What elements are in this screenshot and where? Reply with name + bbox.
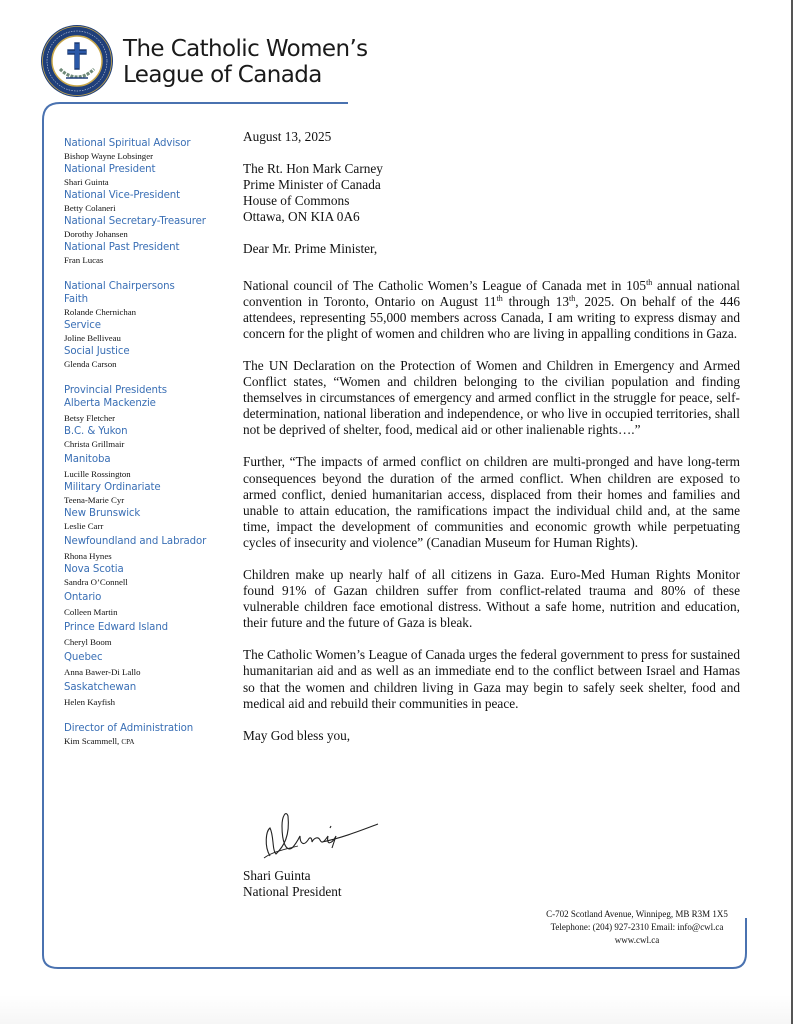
province-title: Newfoundland and Labrador (64, 536, 207, 547)
chair-title: Service (64, 320, 101, 331)
province-president: Colleen Martin (64, 607, 118, 617)
officers-sidebar (64, 137, 234, 749)
signer-title: National President (243, 884, 342, 900)
footer-contact (480, 908, 794, 947)
recipient-line: The Rt. Hon Mark Carney (243, 161, 383, 177)
province-title: Ontario (64, 592, 102, 603)
province-president: Helen Kayfish (64, 697, 116, 707)
director-title: Director of Administration (64, 723, 194, 734)
province-title: Quebec (64, 652, 103, 663)
province-title: Nova Scotia (64, 564, 124, 575)
paragraph-2: The UN Declaration on the Protection of Women and Children in Emergency and Armed Conflict states, “Women and children belonging to the civilian population and finding themselves in circumstances of emergency and armed conflict in the struggle for peace, self-determination, national liberation and independence, or who live in occupied territories, shall not be deprived of shelter, food, medical aid or other inalienable rights….” (243, 357, 740, 438)
province-president: Cheryl Boom (64, 637, 112, 647)
officer-title: National Spiritual Advisor (64, 138, 191, 149)
province-president: Lucille Rossington (64, 469, 131, 479)
province-title: Saskatchewan (64, 682, 137, 693)
paragraph-4: Children make up nearly half of all citizens in Gaza. Euro-Med Human Rights Monitor found 91% of Gazan children suffer from conflict-related trauma and 80% of these vulnerable children face emotional distress. Without a safe home, nutrition and education, their future and the future of Gaza is bleak. (243, 566, 740, 631)
province-title: Military Ordinariate (64, 482, 161, 493)
province-title: Manitoba (64, 454, 111, 465)
province-title: Alberta Mackenzie (64, 398, 156, 409)
org-name (123, 36, 368, 88)
officer-title: National Secretary-Treasurer (64, 216, 206, 227)
letter-body (243, 129, 740, 744)
province-president: Teena-Marie Cyr (64, 495, 125, 505)
officer-title: National President (64, 164, 156, 175)
director-name: Kim Scammell, CPA (64, 736, 135, 746)
officer-title: National Vice-President (64, 190, 181, 201)
province-president: Christa Grillmair (64, 439, 125, 449)
officer-name: Shari Guinta (64, 177, 109, 187)
footer-address: C-702 Scotland Avenue, Winnipeg, MB R3M 1X5 (546, 909, 728, 919)
province-president: Sandra O’Connell (64, 577, 128, 587)
chair-name: Joline Belliveau (64, 333, 121, 343)
chair-name: Glenda Carson (64, 359, 117, 369)
org-name-line2: League of Canada (123, 62, 322, 88)
closing: May God bless you, (243, 727, 351, 743)
chairpersons-heading: National Chairpersons (64, 281, 175, 292)
officer-title: National Past President (64, 242, 180, 253)
officer-name: Fran Lucas (64, 255, 104, 265)
province-president: Rhona Hynes (64, 551, 112, 561)
province-president: Leslie Carr (64, 521, 104, 531)
province-title: B.C. & Yukon (64, 426, 128, 437)
letter-date: August 13, 2025 (243, 129, 332, 144)
footer-phone-email: Telephone: (204) 927-2310 Email: info@cwl.ca (550, 922, 724, 932)
paragraph-3: Further, “The impacts of armed conflict on children are multi-pronged and have long-term consequences beyond the duration of the armed conflict. When children are exposed to armed conflict, denied humanitarian access, displaced from their homes and families and unable to attain education, the ramifications impact the individual child and, at the same time, impact the development of communities and economic growth while perpetuating cycles of insecurity and violence” (Canadian Museum for Human Rights). (243, 454, 740, 550)
province-title: New Brunswick (64, 508, 141, 519)
cwl-crest-icon (40, 24, 114, 98)
signature-block (243, 868, 342, 900)
chair-title: Social Justice (64, 346, 130, 357)
province-president: Anna Bawer-Di Lallo (64, 667, 141, 677)
recipient-line: Ottawa, ON KIA 0A6 (243, 209, 360, 225)
officer-name: Bishop Wayne Lobsinger (64, 151, 154, 161)
paragraph-5: The Catholic Women’s League of Canada urges the federal government to press for sustained humanitarian aid and as well as an immediate end to the conflict between Israel and Hamas so that the women and children living in Gaza may begin to safely seek shelter, food and medical aid and rebuild their communities in peace. (243, 647, 740, 711)
chair-title: Faith (64, 294, 88, 305)
recipient-line: House of Commons (243, 193, 350, 209)
recipient-line: Prime Minister of Canada (243, 177, 381, 193)
officer-name: Dorothy Johansen (64, 229, 128, 239)
chair-name: Rolande Chernichan (64, 307, 137, 317)
province-president: Betsy Fletcher (64, 413, 116, 423)
signer-name: Shari Guinta (243, 868, 311, 883)
paragraph-1: National council of The Catholic Women’s League of Canada met in 105th annual national convention in Toronto, Ontario on August 11th through 13th, 2025. On behalf of the 446 attendees, representing 55,000 members across Canada, I am writing to express dismay and concern for the plight of women and children who are living in appalling conditions in Gaza. (243, 277, 741, 341)
org-name-line1: The Catholic Women’s (123, 36, 368, 62)
provincial-heading: Provincial Presidents (64, 385, 167, 396)
province-title: Prince Edward Island (64, 622, 169, 633)
recipient-address (243, 161, 740, 225)
footer-website: www.cwl.ca (614, 935, 660, 945)
salutation: Dear Mr. Prime Minister, (243, 241, 378, 257)
director-credential: CPA (121, 738, 135, 746)
officer-name: Betty Colaneri (64, 203, 116, 213)
handwritten-signature-icon (262, 806, 382, 866)
